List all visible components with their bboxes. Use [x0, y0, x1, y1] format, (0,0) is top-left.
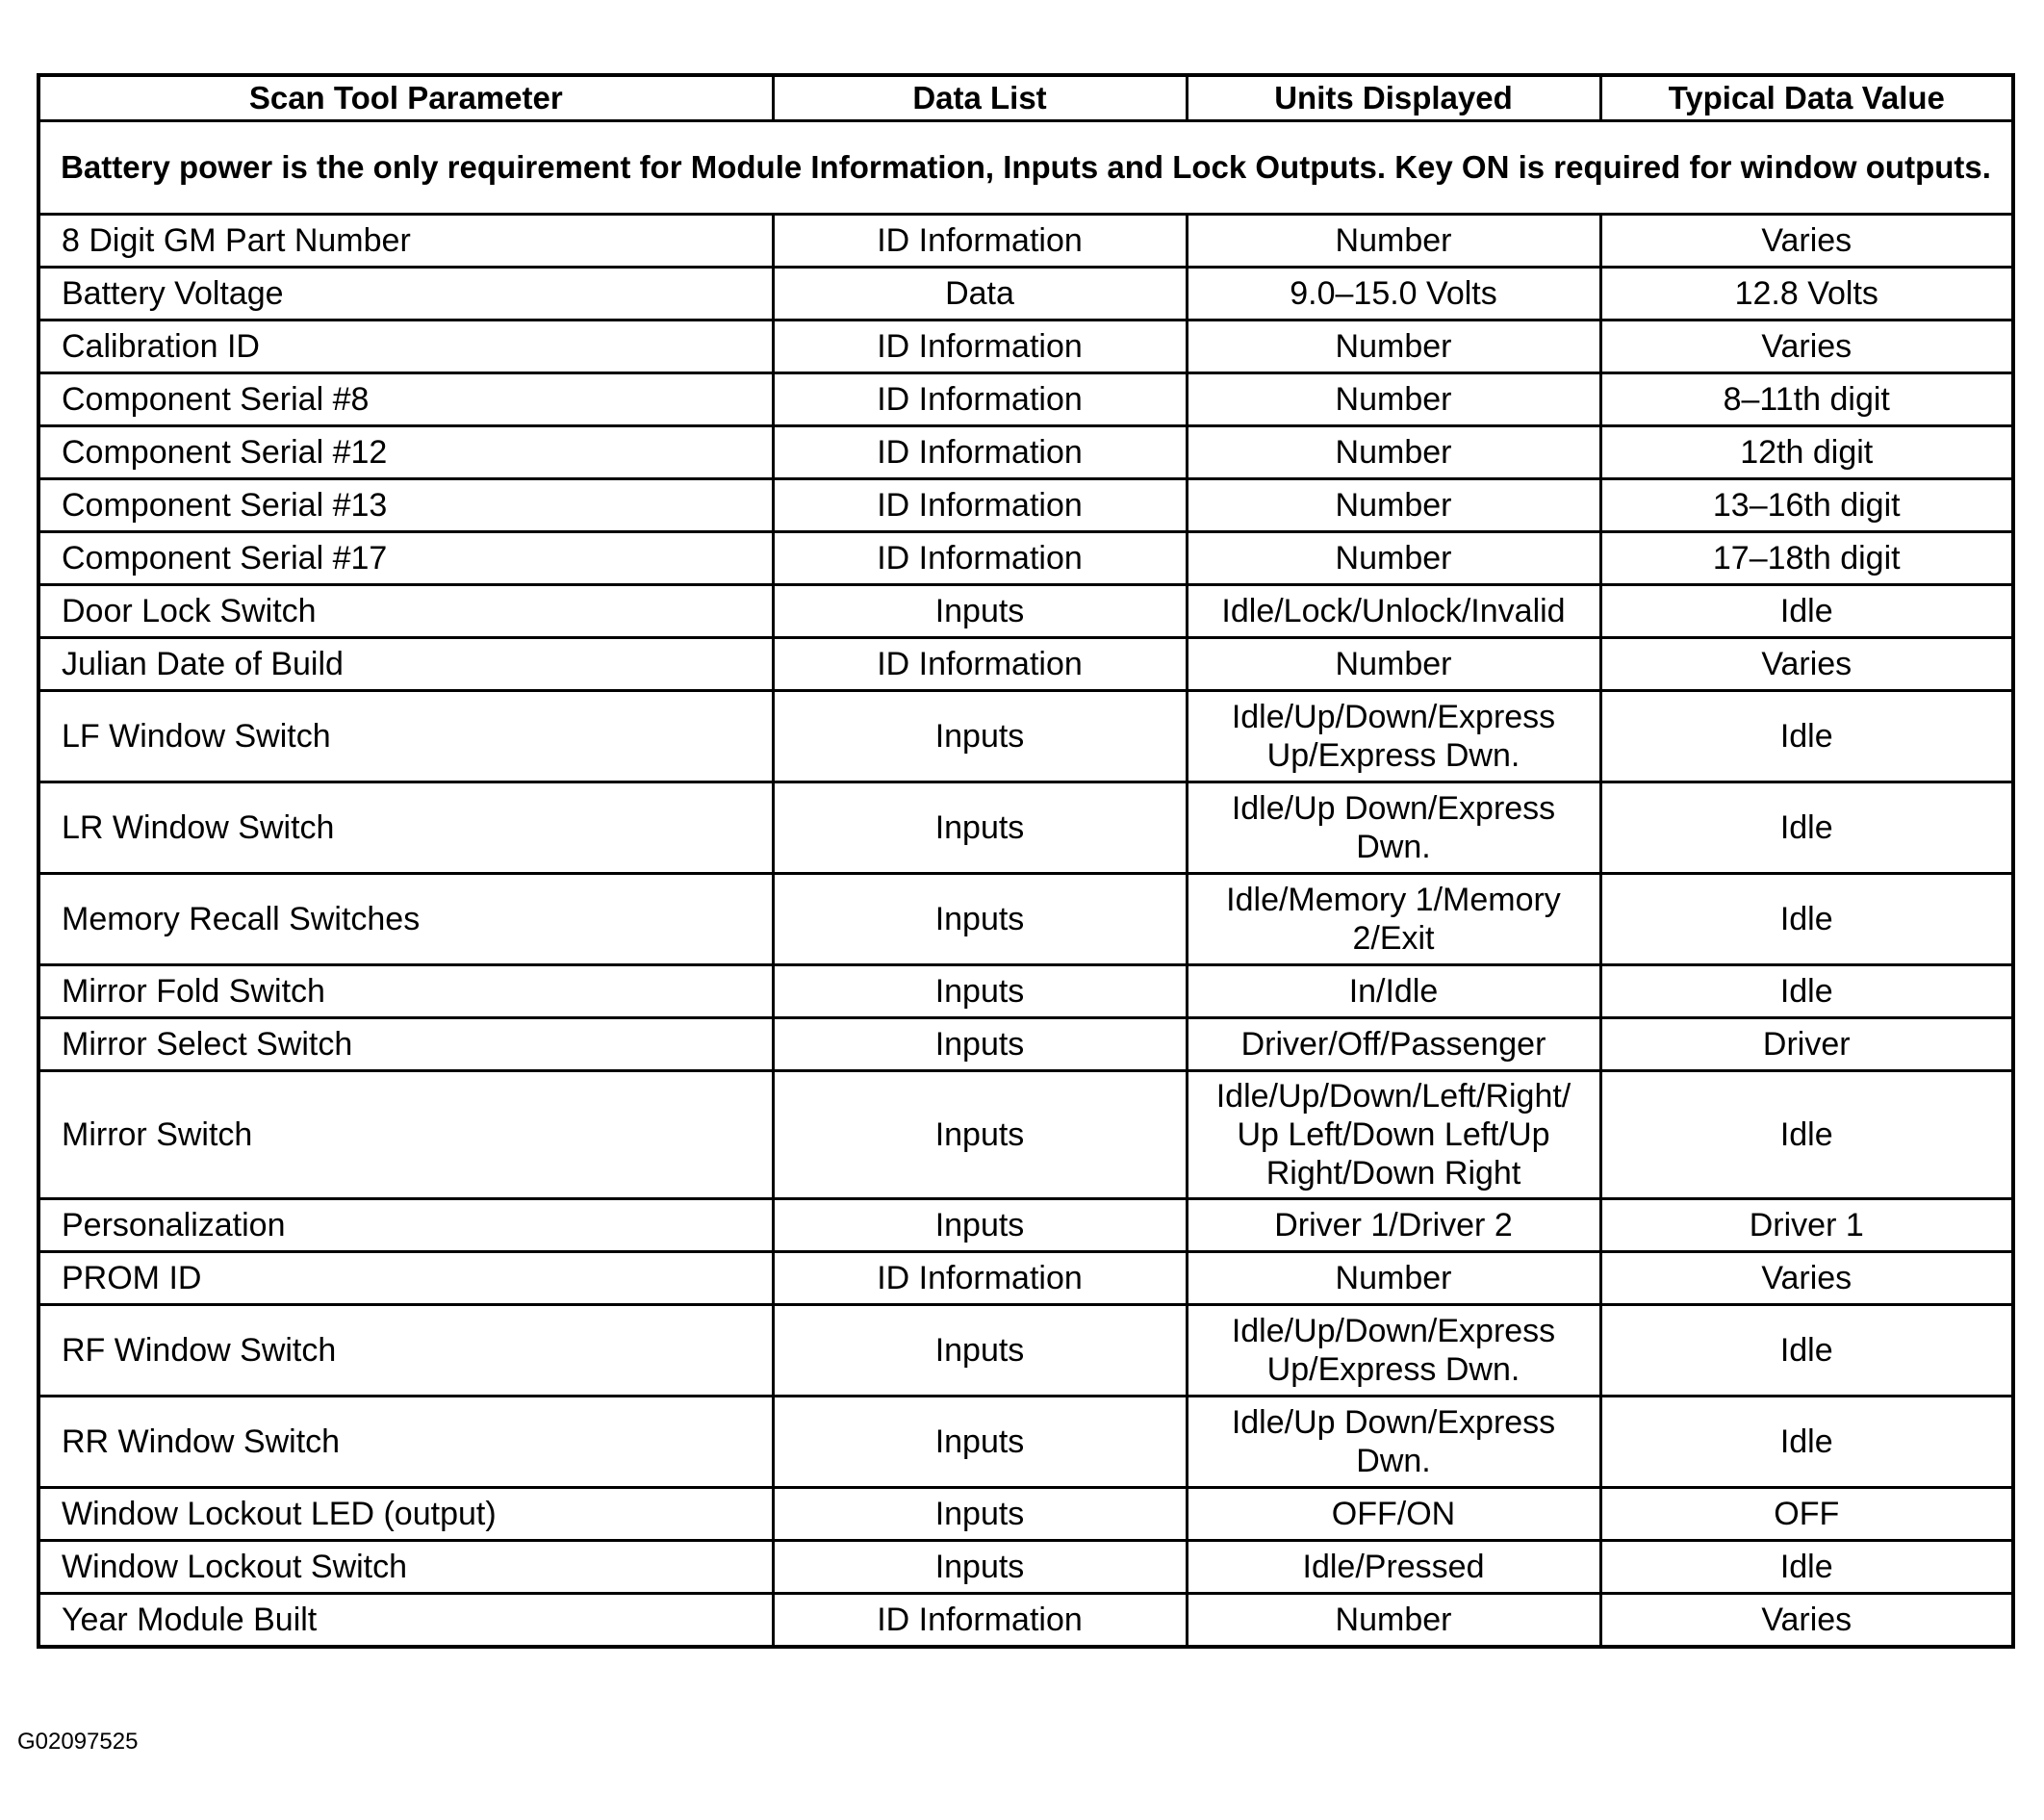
table-body	[38, 215, 2013, 1648]
cell-parameter: Component Serial #12	[38, 426, 773, 479]
cell-units-displayed: OFF/ON	[1187, 1488, 1600, 1541]
cell-typical-value: Driver	[1600, 1018, 2013, 1071]
cell-units-displayed: Idle/Up Down/Express Dwn.	[1187, 782, 1600, 874]
table-row	[38, 1252, 2013, 1305]
cell-data-list: ID Information	[773, 373, 1187, 426]
cell-parameter: Year Module Built	[38, 1594, 773, 1648]
table-row	[38, 1018, 2013, 1071]
cell-data-list: ID Information	[773, 215, 1187, 268]
cell-typical-value: Idle	[1600, 965, 2013, 1018]
table-row	[38, 479, 2013, 532]
cell-typical-value: Idle	[1600, 1305, 2013, 1397]
cell-data-list: Inputs	[773, 1541, 1187, 1594]
cell-parameter: RF Window Switch	[38, 1305, 773, 1397]
table-row	[38, 320, 2013, 373]
cell-units-displayed: Number	[1187, 1594, 1600, 1648]
cell-typical-value: Varies	[1600, 215, 2013, 268]
cell-typical-value: 8–11th digit	[1600, 373, 2013, 426]
cell-typical-value: 13–16th digit	[1600, 479, 2013, 532]
table-row	[38, 1397, 2013, 1488]
cell-typical-value: 12th digit	[1600, 426, 2013, 479]
scan-tool-data-table	[37, 73, 2015, 1649]
cell-typical-value: Idle	[1600, 1071, 2013, 1199]
cell-parameter: Battery Voltage	[38, 268, 773, 320]
table-row	[38, 1071, 2013, 1199]
cell-data-list: Inputs	[773, 965, 1187, 1018]
cell-parameter: Mirror Select Switch	[38, 1018, 773, 1071]
table-row	[38, 585, 2013, 638]
cell-units-displayed: 9.0–15.0 Volts	[1187, 268, 1600, 320]
cell-data-list: Inputs	[773, 1305, 1187, 1397]
cell-parameter: LF Window Switch	[38, 691, 773, 782]
table-row	[38, 965, 2013, 1018]
header-data-list: Data List	[773, 75, 1187, 121]
cell-data-list: Inputs	[773, 1397, 1187, 1488]
table-row	[38, 268, 2013, 320]
cell-units-displayed: Driver 1/Driver 2	[1187, 1199, 1600, 1252]
cell-typical-value: Varies	[1600, 1594, 2013, 1648]
cell-typical-value: 12.8 Volts	[1600, 268, 2013, 320]
cell-data-list: Inputs	[773, 1071, 1187, 1199]
figure-id: G02097525	[17, 1729, 139, 1755]
cell-typical-value: Varies	[1600, 1252, 2013, 1305]
cell-units-displayed: Idle/Pressed	[1187, 1541, 1600, 1594]
cell-parameter: Component Serial #8	[38, 373, 773, 426]
cell-parameter: Mirror Switch	[38, 1071, 773, 1199]
table-row	[38, 782, 2013, 874]
cell-units-displayed: Idle/Up Down/Express Dwn.	[1187, 1397, 1600, 1488]
table-row	[38, 1305, 2013, 1397]
cell-parameter: Window Lockout LED (output)	[38, 1488, 773, 1541]
cell-units-displayed: Idle/Lock/Unlock/Invalid	[1187, 585, 1600, 638]
cell-parameter: Door Lock Switch	[38, 585, 773, 638]
cell-typical-value: Varies	[1600, 638, 2013, 691]
table-row	[38, 874, 2013, 965]
cell-data-list: Inputs	[773, 782, 1187, 874]
cell-data-list: ID Information	[773, 320, 1187, 373]
cell-data-list: Data	[773, 268, 1187, 320]
cell-data-list: Inputs	[773, 1018, 1187, 1071]
cell-data-list: ID Information	[773, 426, 1187, 479]
cell-typical-value: Idle	[1600, 782, 2013, 874]
cell-parameter: Personalization	[38, 1199, 773, 1252]
cell-typical-value: Idle	[1600, 1541, 2013, 1594]
cell-typical-value: Idle	[1600, 1397, 2013, 1488]
cell-data-list: Inputs	[773, 1199, 1187, 1252]
cell-typical-value: Idle	[1600, 585, 2013, 638]
cell-units-displayed: Idle/Up/Down/Left/Right/ Up Left/Down Left/Up Right/Down Right	[1187, 1071, 1600, 1199]
cell-parameter: RR Window Switch	[38, 1397, 773, 1488]
note-row	[38, 121, 2013, 215]
cell-data-list: ID Information	[773, 638, 1187, 691]
cell-typical-value: Driver 1	[1600, 1199, 2013, 1252]
cell-typical-value: OFF	[1600, 1488, 2013, 1541]
table-row	[38, 532, 2013, 585]
table-row	[38, 1199, 2013, 1252]
cell-units-displayed: Number	[1187, 215, 1600, 268]
cell-units-displayed: Idle/Up/Down/Express Up/Express Dwn.	[1187, 1305, 1600, 1397]
cell-parameter: LR Window Switch	[38, 782, 773, 874]
cell-data-list: ID Information	[773, 1252, 1187, 1305]
cell-parameter: Julian Date of Build	[38, 638, 773, 691]
cell-units-displayed: Number	[1187, 320, 1600, 373]
table-row	[38, 1594, 2013, 1648]
table-row	[38, 638, 2013, 691]
scan-tool-table-container	[37, 73, 2011, 1649]
cell-units-displayed: In/Idle	[1187, 965, 1600, 1018]
cell-typical-value: 17–18th digit	[1600, 532, 2013, 585]
table-row	[38, 1488, 2013, 1541]
cell-data-list: Inputs	[773, 691, 1187, 782]
cell-units-displayed: Number	[1187, 426, 1600, 479]
requirement-note: Battery power is the only requirement for Module Information, Inputs and Lock Outputs. Key ON is required for window outputs.	[38, 121, 2013, 215]
cell-units-displayed: Number	[1187, 1252, 1600, 1305]
header-row	[38, 75, 2013, 121]
cell-units-displayed: Number	[1187, 532, 1600, 585]
cell-units-displayed: Number	[1187, 479, 1600, 532]
cell-units-displayed: Idle/Up/Down/Express Up/Express Dwn.	[1187, 691, 1600, 782]
cell-data-list: ID Information	[773, 532, 1187, 585]
cell-data-list: Inputs	[773, 874, 1187, 965]
table-row	[38, 1541, 2013, 1594]
cell-parameter: Window Lockout Switch	[38, 1541, 773, 1594]
cell-units-displayed: Number	[1187, 373, 1600, 426]
table-row	[38, 215, 2013, 268]
header-scan-tool-parameter: Scan Tool Parameter	[38, 75, 773, 121]
cell-units-displayed: Idle/Memory 1/Memory 2/Exit	[1187, 874, 1600, 965]
cell-data-list: ID Information	[773, 1594, 1187, 1648]
cell-typical-value: Varies	[1600, 320, 2013, 373]
cell-parameter: Mirror Fold Switch	[38, 965, 773, 1018]
cell-data-list: Inputs	[773, 1488, 1187, 1541]
cell-data-list: ID Information	[773, 479, 1187, 532]
cell-typical-value: Idle	[1600, 691, 2013, 782]
cell-typical-value: Idle	[1600, 874, 2013, 965]
header-typical-data-value: Typical Data Value	[1600, 75, 2013, 121]
cell-parameter: PROM ID	[38, 1252, 773, 1305]
cell-units-displayed: Driver/Off/Passenger	[1187, 1018, 1600, 1071]
cell-parameter: Component Serial #13	[38, 479, 773, 532]
cell-units-displayed: Number	[1187, 638, 1600, 691]
table-row	[38, 691, 2013, 782]
table-row	[38, 373, 2013, 426]
cell-parameter: Component Serial #17	[38, 532, 773, 585]
cell-parameter: Calibration ID	[38, 320, 773, 373]
cell-parameter: Memory Recall Switches	[38, 874, 773, 965]
cell-data-list: Inputs	[773, 585, 1187, 638]
header-units-displayed: Units Displayed	[1187, 75, 1600, 121]
cell-parameter: 8 Digit GM Part Number	[38, 215, 773, 268]
table-row	[38, 426, 2013, 479]
